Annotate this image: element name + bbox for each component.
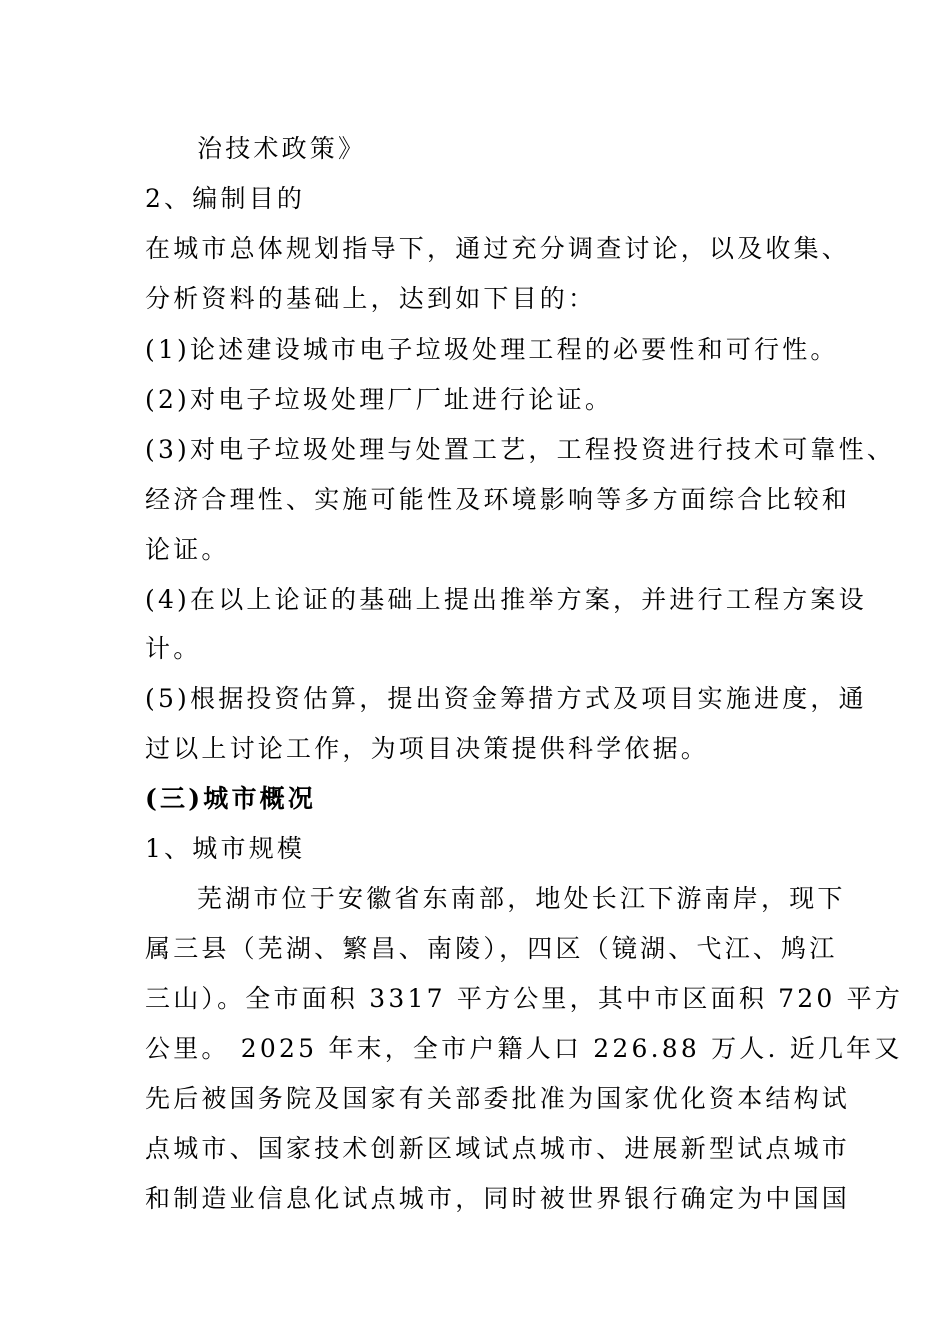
list-item: (3)对电子垃圾处理与处置工艺，工程投资进行技术可靠性、 xyxy=(145,435,896,464)
text-line: 公里。 2025 年末，全市户籍人口 226.88 万人. 近几年又 xyxy=(145,1034,903,1063)
text-line: 在城市总体规划指导下，通过充分调查讨论，以及收集、 xyxy=(145,234,851,263)
text-line: 分析资料的基础上，达到如下目的： xyxy=(145,284,597,313)
text-line: 和制造业信息化试点城市，同时被世界银行确定为中国国 xyxy=(145,1184,851,1213)
text-line: 计。 xyxy=(145,634,202,663)
text-line: 点城市、国家技术创新区域试点城市、进展新型试点城市 xyxy=(145,1134,851,1163)
list-item: (2)对电子垃圾处理厂厂址进行论证。 xyxy=(145,385,614,414)
text-line: 治技术政策》 xyxy=(197,134,367,163)
text-line: 属三县（芜湖、繁昌、南陵），四区（镜湖、弋江、鸠江 xyxy=(145,934,838,963)
list-item: (5)根据投资估算，提出资金筹措方式及项目实施进度，通 xyxy=(145,684,867,713)
section-heading: 2、编制目的 xyxy=(145,184,306,213)
text-line: 经济合理性、实施可能性及环境影响等多方面综合比较和 xyxy=(145,485,851,514)
text-line: 三山）。全市面积 3317 平方公里，其中市区面积 720 平方 xyxy=(145,984,904,1013)
text-line: 过以上讨论工作，为项目决策提供科学依据。 xyxy=(145,734,710,763)
chapter-heading: (三)城市概况 xyxy=(145,784,317,813)
section-heading: 1、城市规模 xyxy=(145,834,306,863)
text-line: 先后被国务院及国家有关部委批准为国家优化资本结构试 xyxy=(145,1084,851,1113)
list-item: (4)在以上论证的基础上提出推举方案，并进行工程方案设 xyxy=(145,585,867,614)
list-item: (1)论述建设城市电子垃圾处理工程的必要性和可行性。 xyxy=(145,335,839,364)
paragraph-start: 芜湖市位于安徽省东南部，地处长江下游南岸，现下 xyxy=(197,884,846,913)
text-line: 论证。 xyxy=(145,535,230,564)
